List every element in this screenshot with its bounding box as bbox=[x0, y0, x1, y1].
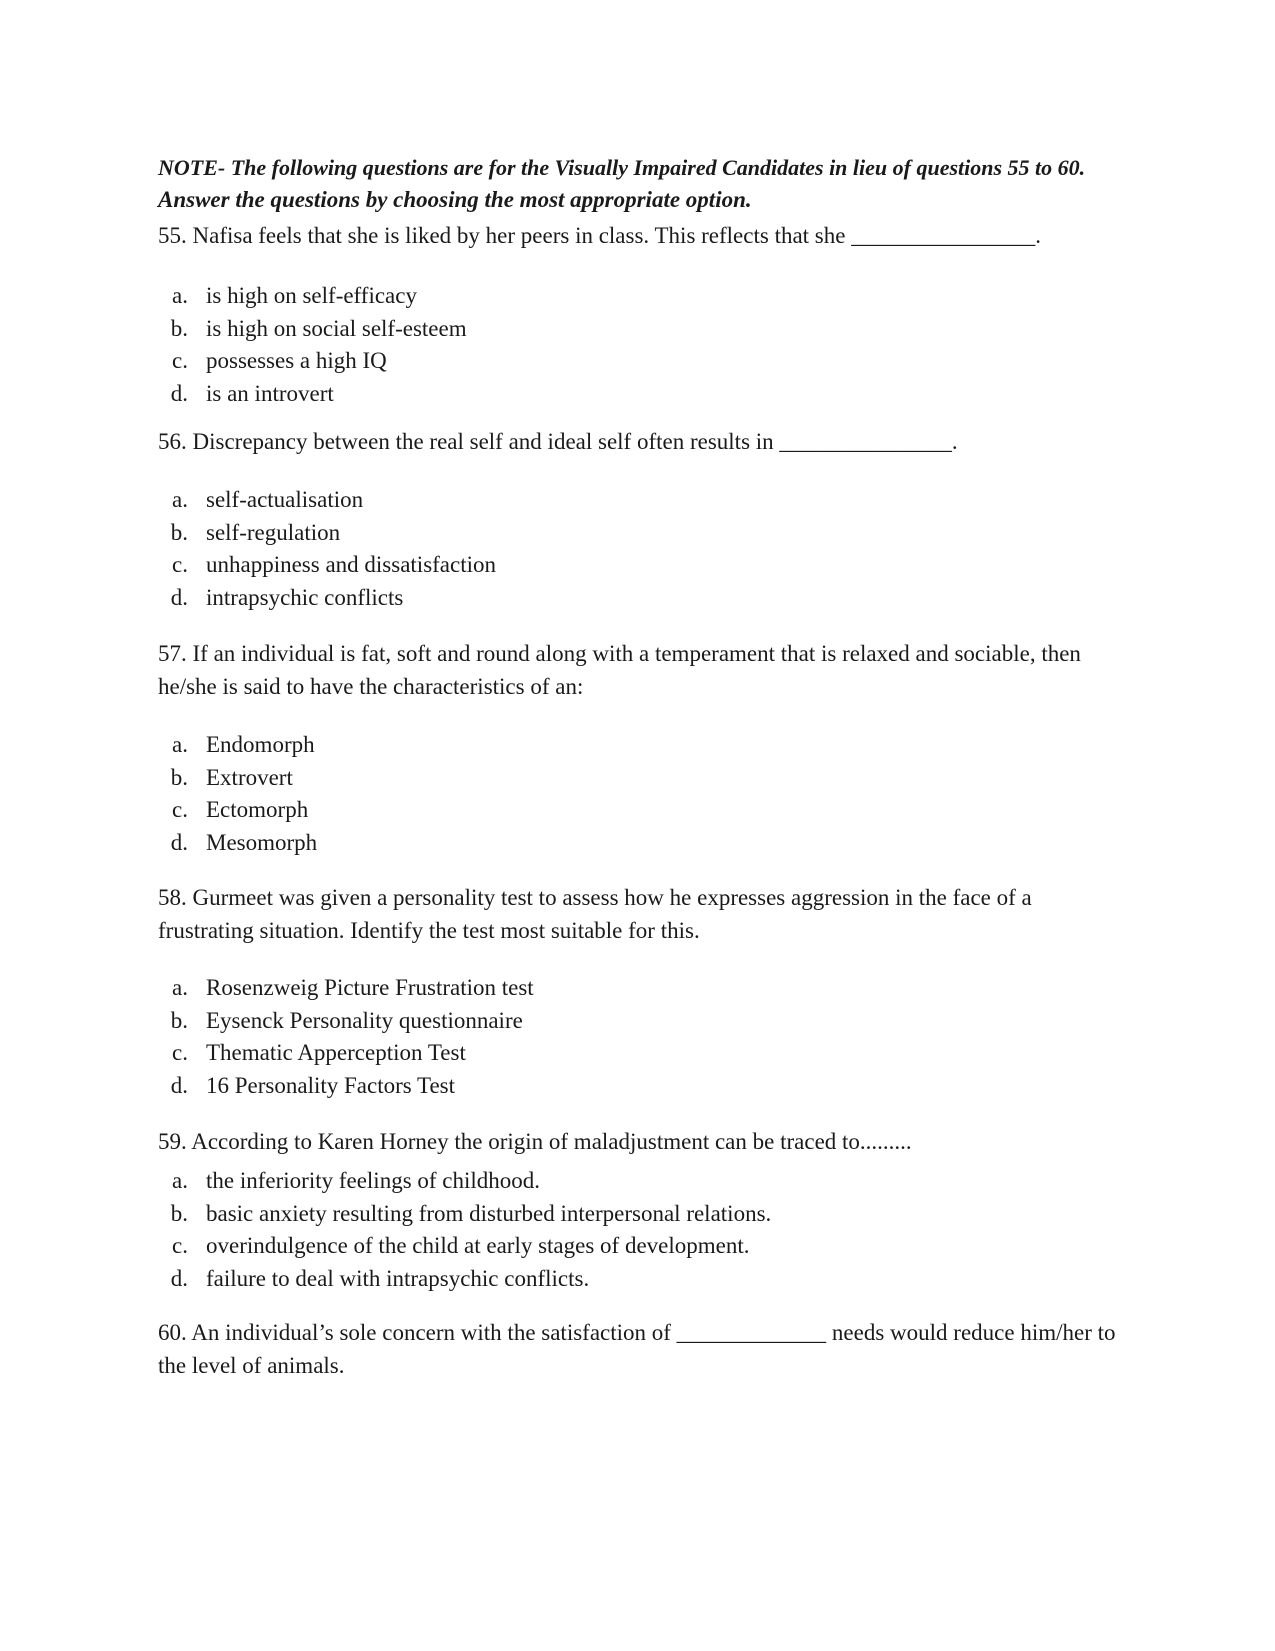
option-56-a bbox=[158, 484, 1118, 517]
option-56-d bbox=[158, 582, 1118, 615]
option-55-a bbox=[158, 280, 1118, 313]
option-57-d bbox=[158, 827, 1118, 860]
option-58-b bbox=[158, 1005, 1118, 1038]
option-text: Ectomorph bbox=[206, 797, 309, 823]
options-58 bbox=[158, 972, 1118, 1102]
option-letter: d. bbox=[170, 584, 188, 610]
option-letter: b. bbox=[170, 764, 188, 790]
option-letter: a. bbox=[172, 283, 188, 308]
question-56: 56. Discrepancy between the real self and ideal self often results in _______________. bbox=[158, 429, 958, 454]
option-letter: a. bbox=[172, 975, 188, 1000]
option-letter: b. bbox=[170, 315, 188, 341]
option-text: is high on self-efficacy bbox=[206, 283, 417, 308]
option-text: Mesomorph bbox=[206, 829, 318, 855]
option-letter: a. bbox=[172, 487, 188, 512]
option-59-a bbox=[158, 1165, 1118, 1198]
option-56-c bbox=[158, 549, 1118, 582]
option-57-a bbox=[158, 729, 1118, 762]
option-letter: c. bbox=[172, 1040, 188, 1066]
option-letter: c. bbox=[172, 1233, 188, 1259]
option-text: overindulgence of the child at early stages of development. bbox=[206, 1233, 750, 1259]
question-55: 55. Nafisa feels that she is liked by her peers in class. This reflects that she ________________. bbox=[158, 223, 1041, 248]
option-58-c bbox=[158, 1037, 1118, 1070]
option-letter: a. bbox=[172, 732, 188, 757]
option-letter: b. bbox=[170, 519, 188, 545]
question-59: 59. According to Karen Horney the origin of maladjustment can be traced to......... bbox=[158, 1129, 912, 1154]
option-55-c bbox=[158, 345, 1118, 378]
option-59-d bbox=[158, 1263, 1118, 1296]
option-text: intrapsychic conflicts bbox=[206, 584, 404, 610]
option-55-d bbox=[158, 378, 1118, 411]
option-57-c bbox=[158, 794, 1118, 827]
option-58-d bbox=[158, 1070, 1118, 1103]
options-57 bbox=[158, 729, 1118, 859]
instructions-note bbox=[158, 152, 1158, 216]
option-56-b bbox=[158, 517, 1118, 550]
option-text: failure to deal with intrapsychic conflicts. bbox=[206, 1265, 590, 1291]
option-59-b bbox=[158, 1198, 1118, 1231]
option-text: unhappiness and dissatisfaction bbox=[206, 552, 497, 578]
question-58: 58. Gurmeet was given a personality test to assess how he expresses aggression in the face of a frustrating situation. Identify the test most suitable for this. bbox=[158, 885, 1032, 943]
option-55-b bbox=[158, 313, 1118, 346]
option-text: is an introvert bbox=[206, 380, 334, 406]
note-line-1: NOTE- The following questions are for the Visually Impaired Candidates in lieu of questions 55 to 60. bbox=[158, 155, 1086, 180]
option-letter: d. bbox=[170, 1072, 188, 1098]
option-text: basic anxiety resulting from disturbed interpersonal relations. bbox=[206, 1200, 772, 1226]
option-text: is high on social self-esteem bbox=[206, 315, 467, 341]
option-letter: a. bbox=[172, 1168, 188, 1193]
option-letter: c. bbox=[172, 348, 188, 374]
option-text: 16 Personality Factors Test bbox=[206, 1072, 456, 1098]
option-letter: c. bbox=[172, 552, 188, 578]
option-text: possesses a high IQ bbox=[206, 348, 387, 374]
option-text: the inferiority feelings of childhood. bbox=[206, 1168, 541, 1193]
option-text: self-actualisation bbox=[206, 487, 364, 512]
option-text: Eysenck Personality questionnaire bbox=[206, 1007, 523, 1033]
option-text: Rosenzweig Picture Frustration test bbox=[206, 975, 534, 1000]
option-text: Extrovert bbox=[206, 764, 293, 790]
option-letter: c. bbox=[172, 797, 188, 823]
option-57-b bbox=[158, 762, 1118, 795]
option-letter: d. bbox=[170, 380, 188, 406]
option-text: Thematic Apperception Test bbox=[206, 1040, 466, 1066]
option-59-c bbox=[158, 1230, 1118, 1263]
option-letter: b. bbox=[170, 1200, 188, 1226]
option-text: Endomorph bbox=[206, 732, 315, 757]
note-line-2: Answer the questions by choosing the most appropriate option. bbox=[158, 187, 752, 212]
options-56 bbox=[158, 484, 1118, 614]
options-55 bbox=[158, 280, 1118, 410]
options-59 bbox=[158, 1165, 1118, 1295]
option-text: self-regulation bbox=[206, 519, 341, 545]
option-letter: d. bbox=[170, 829, 188, 855]
question-57: 57. If an individual is fat, soft and round along with a temperament that is relaxed and sociable, then he/she is said to have the characteristics of an: bbox=[158, 641, 1081, 699]
question-60: 60. An individual’s sole concern with the satisfaction of _____________ needs would reduce him/her to the level of animals. bbox=[158, 1320, 1116, 1378]
option-letter: d. bbox=[170, 1265, 188, 1291]
option-58-a bbox=[158, 972, 1118, 1005]
option-letter: b. bbox=[170, 1007, 188, 1033]
